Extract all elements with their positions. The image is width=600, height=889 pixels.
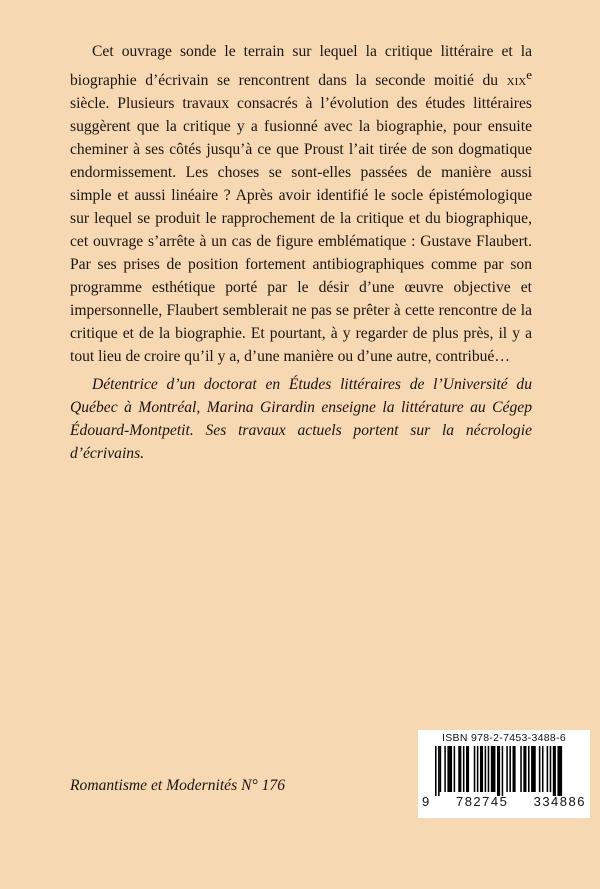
barcode-bar xyxy=(444,746,446,792)
barcode-bar xyxy=(440,746,442,792)
barcode-bar xyxy=(477,746,479,792)
barcode-bar xyxy=(513,746,516,792)
barcode-bar xyxy=(438,746,440,796)
barcode-bar xyxy=(497,746,500,796)
barcode-bars xyxy=(435,746,575,796)
barcode-bar xyxy=(523,746,526,792)
century-numeral: xix xyxy=(506,72,527,90)
century-superscript: e xyxy=(526,67,532,82)
barcode-bar xyxy=(463,746,465,792)
barcode-bar xyxy=(491,746,496,792)
author-bio: Détentrice d’un doctorat en Études littéraires de l’Université du Québec à Montréal, Marina Girardin enseigne la littérature au Cégep Édouard-Montpetit. Ses travaux actuels portent sur la nécrologie d’écrivains. xyxy=(70,376,532,462)
barcode-bar xyxy=(557,746,562,796)
barcode-bar xyxy=(553,746,556,796)
ean-right-group: 334886 xyxy=(533,794,586,809)
back-cover-summary xyxy=(70,40,532,368)
barcode-bar xyxy=(547,746,549,792)
barcode-bar xyxy=(550,746,552,792)
barcode-bar xyxy=(458,746,461,792)
barcode-bar xyxy=(474,746,476,792)
summary-text-rest: siècle. Plusieurs travaux consacrés à l’évolution des études littéraires suggèrent que la critique y a fusionné avec la biographie, pour ensuite cheminer à ses côtés jusqu’à ce que Proust l’ait tirée de son dogmatique endormissement. Les choses se sont-elles passées de manière aussi simple et aussi linéaire ? Après avoir identifié le socle épistémologique sur lequel se produit le rapprochement de la critique et du biographique, cet ouvrage s’arrête à un cas de figure emblématique : Gustave Flaubert. Par ses prises de position fortement antibiographiques comme par son programme esthétique porté par le désir d’une œuvre objective et impersonnelle, Flaubert semblerait ne pas se prêter à cette rencontre de la critique et de la biographie. Et pourtant, à y regarder de plus près, il y a tout lieu de croire qu’il y a, d’une manière ou d’une autre, contribué… xyxy=(70,95,532,366)
barcode-bar xyxy=(502,746,504,796)
ean-first-digit: 9 xyxy=(422,794,431,809)
barcode-bar xyxy=(447,746,452,792)
barcode-bar xyxy=(506,746,508,792)
barcode-bar xyxy=(542,746,544,792)
series-title: Romantisme et Modernités N° 176 xyxy=(70,777,285,794)
barcode-bar xyxy=(539,746,541,792)
isbn-barcode xyxy=(418,730,590,818)
barcode-bar xyxy=(466,746,469,792)
barcode-bar xyxy=(435,746,437,796)
barcode-bar xyxy=(480,746,483,792)
barcode-bar xyxy=(509,746,511,792)
barcode-bar xyxy=(488,746,490,792)
barcode-bar xyxy=(520,746,522,792)
summary-text-start: Cet ouvrage sonde le terrain sur lequel la critique littéraire et la biographie d’écrivain se rencontrent dans la seconde moitié du xyxy=(70,43,532,90)
barcode-bar xyxy=(528,746,530,792)
isbn-label: ISBN 978-2-7453-3488-6 xyxy=(442,732,566,744)
barcode-bar xyxy=(485,746,487,792)
ean-left-group: 782745 xyxy=(455,794,509,809)
barcode-bar xyxy=(531,746,536,792)
ean-digits xyxy=(418,794,590,809)
barcode-bar xyxy=(454,746,456,792)
